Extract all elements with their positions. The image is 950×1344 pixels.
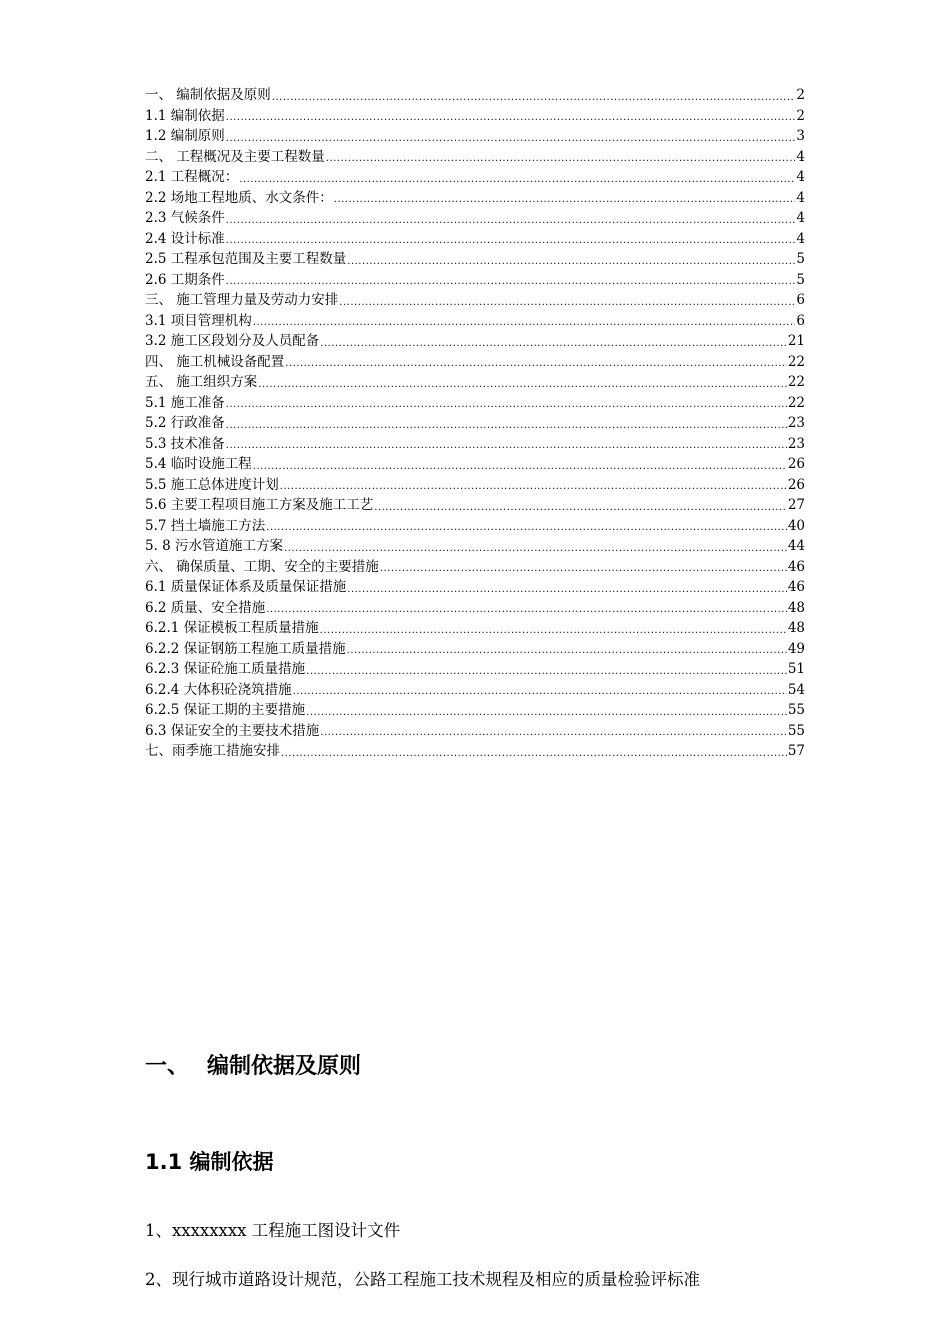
toc-entry[interactable] — [145, 290, 805, 311]
toc-entry-label: 六、 确保质量、工期、安全的主要措施 — [145, 558, 379, 575]
toc-dot-leader — [339, 295, 795, 311]
toc-dot-leader — [326, 151, 796, 167]
toc-entry-label: 6.2.3 保证砼施工质量措施 — [145, 661, 306, 677]
toc-entry-page-number: 55 — [787, 702, 805, 718]
toc-entry-page-number: 6 — [796, 312, 805, 329]
toc-entry-label: 5.2 行政准备 — [145, 415, 225, 431]
toc-entry-page-number: 2 — [796, 87, 805, 103]
toc-entry[interactable] — [145, 106, 805, 127]
toc-dot-leader — [226, 110, 796, 126]
toc-entry[interactable] — [145, 188, 805, 209]
toc-entry-page-number: 51 — [787, 661, 805, 677]
toc-dot-leader — [347, 643, 787, 659]
toc-dot-leader — [306, 664, 787, 680]
toc-dot-leader — [285, 356, 787, 372]
toc-dot-leader — [266, 602, 787, 618]
toc-entry-page-number: 46 — [787, 558, 805, 575]
toc-entry-label: 2.6 工期条件 — [145, 271, 225, 288]
toc-entry-label: 四、 施工机械设备配置 — [145, 353, 285, 370]
toc-dot-leader — [226, 131, 796, 147]
toc-dot-leader — [380, 561, 787, 577]
toc-entry-page-number: 23 — [787, 435, 805, 452]
toc-entry[interactable] — [145, 85, 805, 106]
toc-entry-page-number: 3 — [796, 128, 805, 144]
toc-entry-page-number: 4 — [796, 230, 805, 247]
toc-entry-label: 2.1 工程概况： — [145, 169, 239, 185]
toc-entry-page-number: 4 — [796, 210, 805, 226]
toc-entry-label: 2.5 工程承包范围及主要工程数量 — [145, 251, 347, 267]
toc-dot-leader — [226, 213, 796, 229]
toc-entry-page-number: 57 — [787, 743, 805, 759]
toc-entry[interactable] — [145, 536, 805, 557]
toc-entry-page-number: 6 — [796, 292, 805, 308]
toc-entry-page-number: 48 — [787, 599, 805, 616]
toc-entry-label: 5.6 主要工程项目施工方案及施工工艺 — [145, 497, 374, 513]
toc-entry[interactable] — [145, 557, 805, 578]
toc-entry-page-number: 55 — [787, 722, 805, 739]
section-heading — [145, 1050, 361, 1084]
toc-entry[interactable] — [145, 311, 805, 332]
toc-entry-page-number: 5 — [796, 251, 805, 267]
toc-dot-leader — [347, 254, 795, 270]
toc-entry-page-number: 21 — [787, 333, 805, 349]
toc-entry-page-number: 5 — [796, 271, 805, 288]
toc-entry[interactable] — [145, 516, 805, 537]
toc-dot-leader — [226, 397, 787, 413]
toc-entry-page-number: 22 — [787, 394, 805, 411]
toc-entry-label: 三、 施工管理力量及劳动力安排 — [145, 292, 339, 308]
toc-dot-leader — [284, 541, 787, 557]
toc-entry-label: 6.1 质量保证体系及质量保证措施 — [145, 579, 347, 595]
toc-entry[interactable] — [145, 495, 805, 516]
toc-entry-page-number: 23 — [787, 415, 805, 431]
toc-dot-leader — [374, 500, 787, 516]
toc-entry-page-number: 22 — [787, 374, 805, 390]
toc-entry-label: 6.2.1 保证模板工程质量措施 — [145, 620, 319, 636]
toc-entry[interactable] — [145, 167, 805, 188]
toc-entry-label: 五、 施工组织方案 — [145, 374, 258, 390]
toc-entry[interactable] — [145, 413, 805, 434]
toc-entry-label: 5.1 施工准备 — [145, 394, 225, 411]
toc-entry[interactable] — [145, 700, 805, 721]
toc-entry-label: 6.2.5 保证工期的主要措施 — [145, 702, 306, 718]
toc-dot-leader — [226, 233, 796, 249]
toc-dot-leader — [320, 336, 787, 352]
toc-entry[interactable] — [145, 659, 805, 680]
toc-entry-page-number: 22 — [787, 353, 805, 370]
toc-dot-leader — [239, 172, 795, 188]
toc-entry[interactable] — [145, 454, 805, 475]
toc-entry[interactable] — [145, 639, 805, 660]
toc-entry-page-number: 49 — [787, 640, 805, 657]
toc-dot-leader — [281, 746, 787, 762]
paragraph: 1、xxxxxxxx 工程施工图设计文件 — [145, 1221, 401, 1240]
toc-entry[interactable] — [145, 434, 805, 455]
toc-entry-label: 5.3 技术准备 — [145, 435, 225, 452]
toc-entry-label: 1.2 编制原则 — [145, 128, 225, 144]
toc-entry-label: 6.3 保证安全的主要技术措施 — [145, 722, 320, 739]
toc-entry[interactable] — [145, 229, 805, 250]
toc-entry-page-number: 27 — [787, 497, 805, 513]
toc-entry-label: 2.3 气候条件 — [145, 210, 225, 226]
toc-entry-page-number: 26 — [787, 456, 805, 472]
toc-entry-label: 5.7 挡土墙施工方法 — [145, 517, 266, 534]
toc-entry-page-number: 44 — [787, 538, 805, 554]
toc-entry-label: 5. 8 污水管道施工方案 — [145, 538, 284, 554]
toc-dot-leader — [226, 418, 787, 434]
toc-entry[interactable] — [145, 741, 805, 762]
toc-entry-label: 1.1 编制依据 — [145, 107, 225, 124]
toc-dot-leader — [280, 479, 787, 495]
toc-dot-leader — [258, 377, 787, 393]
table-of-contents — [145, 85, 805, 762]
toc-dot-leader — [293, 684, 787, 700]
toc-entry-label: 3.1 项目管理机构 — [145, 312, 252, 329]
section-title: 编制依据及原则 — [207, 1054, 362, 1079]
toc-entry[interactable] — [145, 126, 805, 147]
toc-entry[interactable] — [145, 393, 805, 414]
toc-entry-label: 6.2.2 保证钢筋工程施工质量措施 — [145, 640, 346, 657]
toc-entry-page-number: 4 — [796, 148, 805, 165]
toc-entry-page-number: 4 — [796, 169, 805, 185]
toc-entry-label: 6.2.4 大体积砼浇筑措施 — [145, 681, 292, 698]
toc-dot-leader — [320, 725, 787, 741]
toc-entry[interactable] — [145, 475, 805, 496]
toc-entry-label: 二、 工程概况及主要工程数量 — [145, 148, 325, 165]
toc-entry[interactable] — [145, 577, 805, 598]
toc-entry-page-number: 46 — [787, 579, 805, 595]
toc-dot-leader — [253, 315, 796, 331]
toc-entry-label: 2.2 场地工程地质、水文条件： — [145, 189, 333, 206]
toc-entry-page-number: 26 — [787, 476, 805, 493]
section-number: 一、 — [145, 1054, 190, 1079]
toc-entry-page-number: 48 — [787, 620, 805, 636]
toc-entry-label: 七、雨季施工措施安排 — [145, 743, 280, 759]
toc-entry[interactable] — [145, 680, 805, 701]
toc-entry[interactable] — [145, 721, 805, 742]
toc-entry-label: 2.4 设计标准 — [145, 230, 225, 247]
toc-entry[interactable] — [145, 372, 805, 393]
toc-entry-label: 一、 编制依据及原则 — [145, 87, 271, 103]
toc-dot-leader — [306, 705, 787, 721]
toc-entry-page-number: 54 — [787, 681, 805, 698]
toc-dot-leader — [272, 90, 796, 106]
toc-dot-leader — [226, 274, 796, 290]
toc-entry[interactable] — [145, 618, 805, 639]
toc-entry[interactable] — [145, 147, 805, 168]
toc-entry-label: 3.2 施工区段划分及人员配备 — [145, 333, 320, 349]
toc-entry[interactable] — [145, 208, 805, 229]
toc-entry-label: 6.2 质量、安全措施 — [145, 599, 266, 616]
toc-dot-leader — [253, 459, 787, 475]
toc-entry[interactable] — [145, 270, 805, 291]
toc-dot-leader — [320, 623, 787, 639]
toc-entry[interactable] — [145, 331, 805, 352]
subsection-heading: 1.1 编制依据 — [145, 1150, 274, 1174]
toc-entry-page-number: 4 — [796, 189, 805, 206]
toc-dot-leader — [266, 520, 787, 536]
toc-entry-label: 5.5 施工总体进度计划 — [145, 476, 279, 493]
toc-entry[interactable] — [145, 249, 805, 270]
toc-entry[interactable] — [145, 352, 805, 373]
toc-entry-label: 5.4 临时设施工程 — [145, 456, 252, 472]
toc-entry-page-number: 40 — [787, 517, 805, 534]
toc-dot-leader — [226, 438, 787, 454]
toc-entry-page-number: 2 — [796, 107, 805, 124]
toc-entry[interactable] — [145, 598, 805, 619]
toc-dot-leader — [347, 582, 787, 598]
paragraph: 2、现行城市道路设计规范，公路工程施工技术规程及相应的质量检验评标准 — [145, 1270, 700, 1289]
toc-dot-leader — [334, 192, 796, 208]
